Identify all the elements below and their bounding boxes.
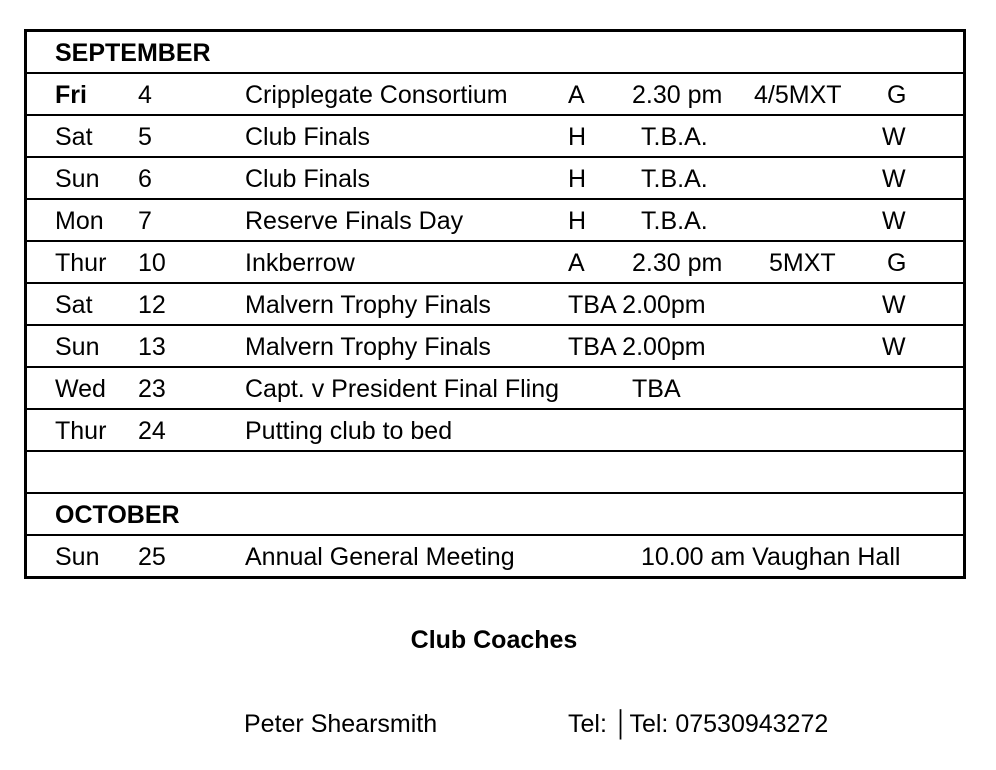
table-row [27,284,963,326]
event: Malvern Trophy Finals [245,333,491,361]
fixture-table [24,29,966,579]
venue: A [568,81,585,109]
team: 5MXT [769,249,836,277]
code: W [882,333,906,361]
code: G [887,249,907,277]
day: Thur [55,249,107,277]
day: Sun [55,165,100,193]
time: T.B.A. [641,123,708,151]
table-row [27,74,963,116]
table-row [27,116,963,158]
day: Sun [55,543,100,571]
time: TBA [632,375,681,403]
table-row [27,200,963,242]
date: 10 [138,249,166,277]
date: 7 [138,207,152,235]
table-row [27,326,963,368]
month-heading-september [27,32,963,74]
table-row [27,242,963,284]
coach-phone: Tel: │Tel: 07530943272 [568,710,829,738]
venue: TBA 2.00pm [568,333,706,361]
day: Mon [55,207,104,235]
venue: H [568,207,587,235]
team: 4/5MXT [754,81,842,109]
date: 5 [138,123,152,151]
time: 2.30 pm [632,249,723,277]
month-heading-october [27,494,963,536]
event: Annual General Meeting [245,543,515,571]
day: Wed [55,375,106,403]
event: Capt. v President Final Fling [245,375,560,403]
day: Fri [55,81,87,109]
event: Reserve Finals Day [245,207,464,235]
code: W [882,207,906,235]
event: Putting club to bed [245,417,453,445]
date: 25 [138,543,166,571]
coach-name: Peter Shearsmith [244,710,438,738]
venue: H [568,165,587,193]
month-label: SEPTEMBER [55,39,211,67]
code: W [882,291,906,319]
date: 13 [138,333,166,361]
date: 12 [138,291,166,319]
event: Inkberrow [245,249,355,277]
venue: A [568,249,585,277]
table-row [27,368,963,410]
event: Club Finals [245,123,371,151]
time: T.B.A. [641,165,708,193]
day: Sat [55,123,93,151]
event: Malvern Trophy Finals [245,291,491,319]
table-row [27,158,963,200]
coaches-heading: Club Coaches [410,626,578,654]
date: 23 [138,375,166,403]
table-row [27,536,963,576]
day: Thur [55,417,107,445]
venue: H [568,123,587,151]
date: 6 [138,165,152,193]
code: W [882,165,906,193]
time: 2.30 pm [632,81,723,109]
event: Cripplegate Consortium [245,81,508,109]
code: W [882,123,906,151]
day: Sat [55,291,93,319]
details: 10.00 am Vaughan Hall [641,543,901,571]
time: T.B.A. [641,207,708,235]
month-label: OCTOBER [55,501,180,529]
venue: TBA 2.00pm [568,291,706,319]
table-row [27,410,963,452]
day: Sun [55,333,100,361]
empty-row [27,452,963,494]
date: 24 [138,417,166,445]
code: G [887,81,907,109]
event: Club Finals [245,165,371,193]
date: 4 [138,81,152,109]
